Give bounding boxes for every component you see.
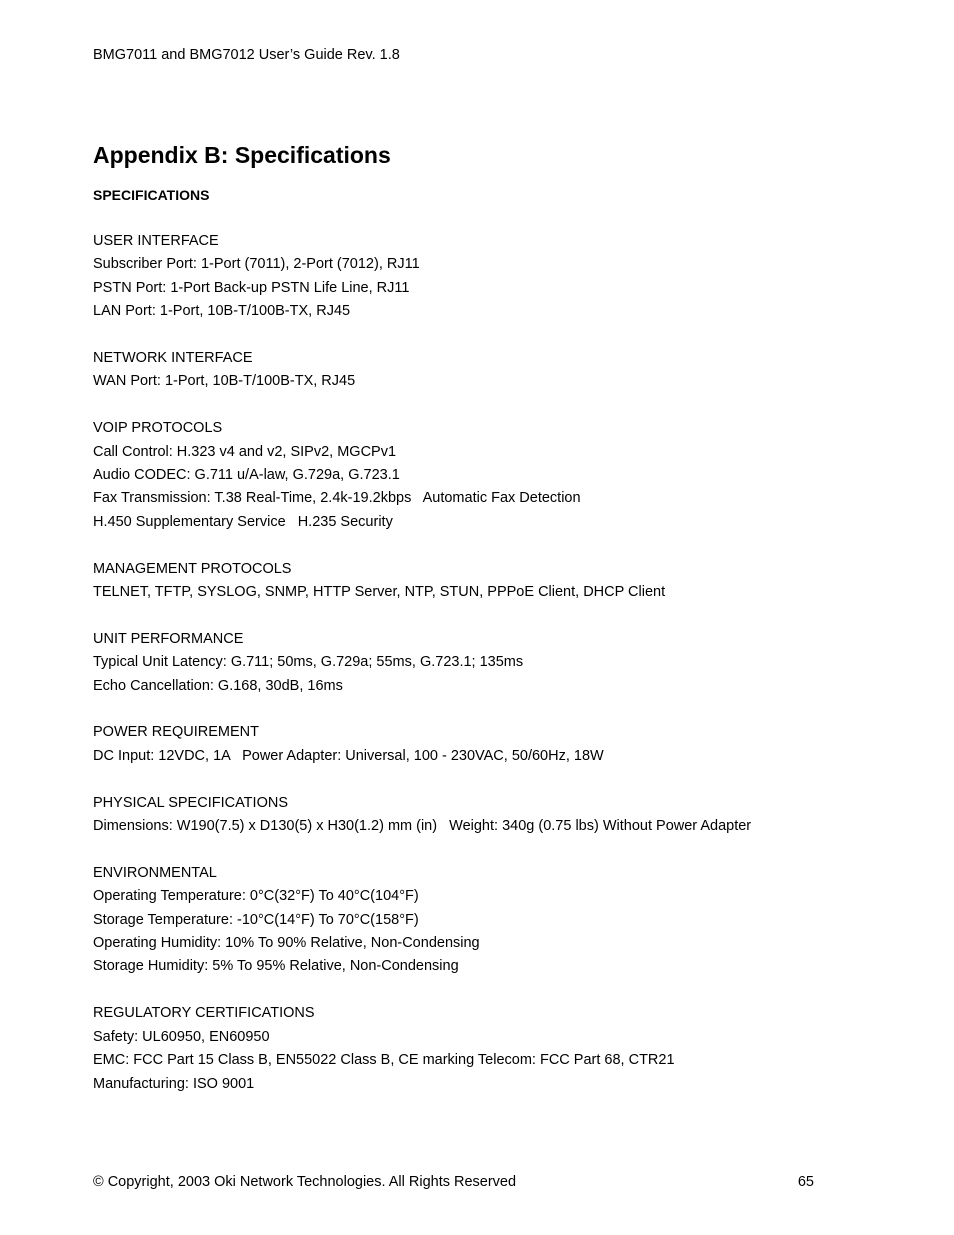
spec-line: Operating Humidity: 10% To 90% Relative, Non-Condensing (93, 935, 480, 952)
spec-line: Typical Unit Latency: G.711; 50ms, G.729a; 55ms, G.723.1; 135ms (93, 654, 524, 671)
section-heading: ENVIRONMENTAL (93, 864, 217, 881)
spec-line: Storage Humidity: 5% To 95% Relative, Non-Condensing (93, 958, 459, 975)
spec-line: Safety: UL60950, EN60950 (93, 1028, 270, 1045)
specifications-subheading: SPECIFICATIONS (93, 187, 210, 203)
spec-line: TELNET, TFTP, SYSLOG, SNMP, HTTP Server, NTP, STUN, PPPoE Client, DHCP Client (93, 584, 666, 601)
section-power-requirement (93, 721, 873, 768)
spec-line: Subscriber Port: 1-Port (7011), 2-Port (7012), RJ11 (93, 256, 420, 273)
spec-line: Operating Temperature: 0°C(32°F) To 40°C(104°F) (93, 888, 419, 905)
section-management-protocols (93, 558, 873, 605)
section-heading: USER INTERFACE (93, 233, 219, 249)
section-heading: PHYSICAL SPECIFICATIONS (93, 794, 288, 811)
spec-line: WAN Port: 1-Port, 10B-T/100B-TX, RJ45 (93, 373, 356, 390)
section-heading: POWER REQUIREMENT (93, 724, 259, 741)
spec-line: Dimensions: W190(7.5) x D130(5) x H30(1.2) mm (in) Weight: 340g (0.75 lbs) Without Power Adapter (93, 818, 752, 835)
section-regulatory-certifications (93, 1002, 873, 1096)
section-environmental (93, 862, 873, 979)
spec-line: Audio CODEC: G.711 u/A-law, G.729a, G.723.1 (93, 467, 400, 484)
section-network-interface (93, 347, 873, 394)
page-footer (93, 1173, 814, 1191)
spec-line: EMC: FCC Part 15 Class B, EN55022 Class B, CE marking Telecom: FCC Part 68, CTR21 (93, 1052, 675, 1069)
spec-line: Manufacturing: ISO 9001 (93, 1075, 255, 1092)
spec-line: Echo Cancellation: G.168, 30dB, 16ms (93, 677, 343, 694)
copyright-notice: © Copyright, 2003 Oki Network Technologies. All Rights Reserved (93, 1174, 517, 1190)
section-voip-protocols (93, 417, 873, 534)
section-user-interface (93, 230, 873, 324)
section-heading: NETWORK INTERFACE (93, 350, 253, 367)
spec-line: H.450 Supplementary Service H.235 Security (93, 513, 393, 530)
spec-line: DC Input: 12VDC, 1A Power Adapter: Universal, 100 - 230VAC, 50/60Hz, 18W (93, 747, 604, 764)
section-heading: UNIT PERFORMANCE (93, 630, 244, 647)
spec-line: LAN Port: 1-Port, 10B-T/100B-TX, RJ45 (93, 303, 351, 320)
spec-line: Storage Temperature: -10°C(14°F) To 70°C(158°F) (93, 911, 419, 928)
section-heading: REGULATORY CERTIFICATIONS (93, 1005, 315, 1022)
spec-line: Fax Transmission: T.38 Real-Time, 2.4k-19.2kbps Automatic Fax Detection (93, 490, 581, 507)
spec-line: Call Control: H.323 v4 and v2, SIPv2, MGCPv1 (93, 443, 397, 460)
page-number: 65 (797, 1174, 814, 1190)
section-unit-performance (93, 628, 873, 698)
section-heading: VOIP PROTOCOLS (93, 420, 223, 437)
section-heading: MANAGEMENT PROTOCOLS (93, 560, 292, 577)
specifications-body (93, 230, 873, 1119)
section-physical-specifications (93, 792, 873, 839)
page-title: Appendix B: Specifications (93, 142, 391, 168)
running-header: BMG7011 and BMG7012 User’s Guide Rev. 1.8 (93, 47, 400, 63)
spec-line: PSTN Port: 1-Port Back-up PSTN Life Line, RJ11 (93, 279, 410, 296)
